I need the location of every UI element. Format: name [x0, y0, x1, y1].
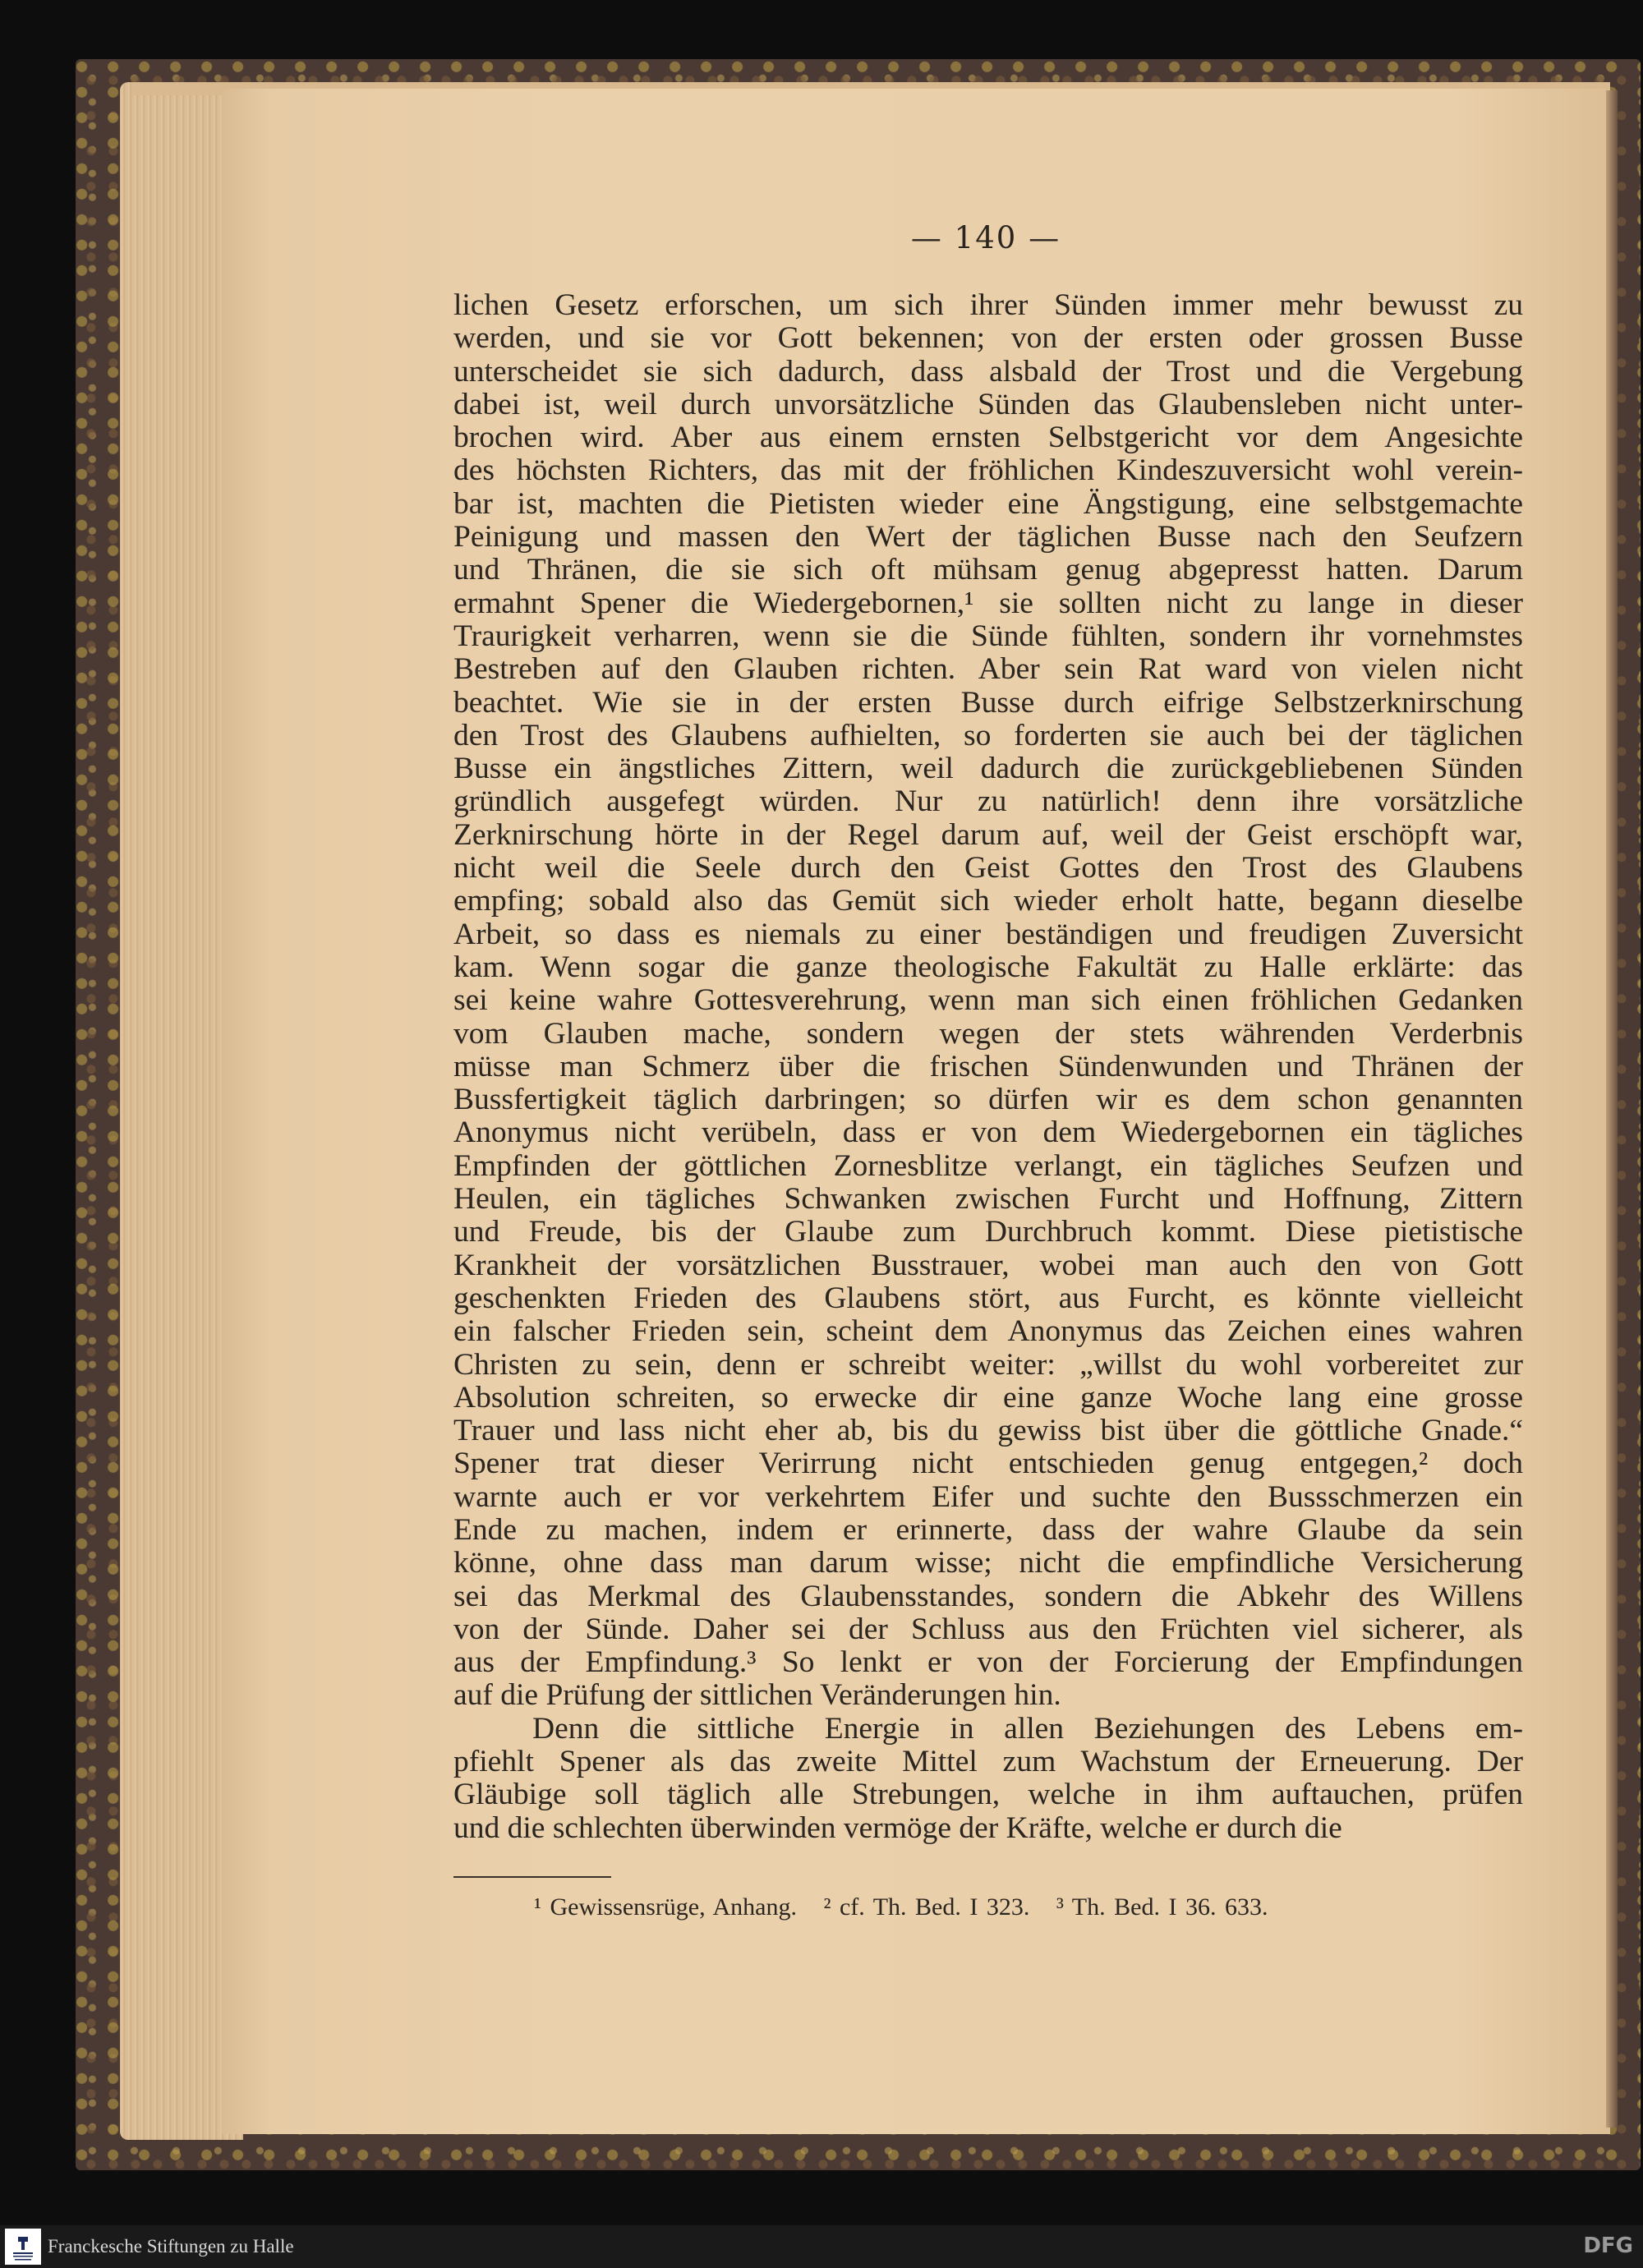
text-line: müsse man Schmerz über die frischen Sündenwunden und Thränen der — [453, 1049, 1523, 1083]
page-gutter-shadow — [1606, 90, 1618, 2128]
text-line: Zerknirschung hörte in der Regel darum auf, weil der Geist erschöpft war, — [453, 817, 1523, 852]
text-line: Gläubige soll täglich alle Strebungen, welche in ihm auftauchen, prüfen — [453, 1778, 1523, 1812]
text-line: Busse ein ängstliches Zittern, weil dadurch die zurückgebliebenen Sünden — [453, 752, 1523, 786]
text-line: Peinigung und massen den Wert der täglichen Busse nach den Seufzern — [453, 520, 1523, 554]
dfg-logo: DFG — [1583, 2233, 1633, 2258]
institution-name: Franckesche Stiftungen zu Halle — [48, 2236, 294, 2256]
text-line: Arbeit, so dass es niemals zu einer beständigen und freudigen Zuversicht — [453, 917, 1523, 951]
footnote-3: ³ Th. Bed. I 36. 633. — [1056, 1893, 1268, 1921]
text-line: und die schlechten überwinden vermöge der Kräfte, welche er durch die — [453, 1810, 1342, 1845]
institution-logo-icon — [5, 2229, 41, 2265]
text-line: Ende zu machen, indem er erinnerte, dass der wahre Glaube da sein — [453, 1512, 1523, 1547]
text-line: und Thränen, die sie sich oft mühsam genug abgepresst hatten. Darum — [453, 553, 1523, 587]
text-line: Anonymus nicht verübeln, dass er von dem Wiedergebornen ein tägliches — [453, 1116, 1523, 1150]
text-line: empfing; sobald also das Gemüt sich wieder erholt hatte, begann dieselbe — [453, 884, 1523, 918]
text-line: brochen wird. Aber aus einem ernsten Selbstgericht vor dem Angesichte — [453, 421, 1523, 455]
text-line: von der Sünde. Daher sei der Schluss aus den Früchten viel sicherer, als — [453, 1612, 1523, 1646]
text-line: bar ist, machten die Pietisten wieder eine Ängstigung, eine selbstgemachte — [453, 486, 1523, 521]
text-line: Bestreben auf den Glauben richten. Aber sein Rat ward von vielen nicht — [453, 652, 1523, 687]
text-line: geschenkten Frieden des Glaubens stört, aus Furcht, es könnte vielleicht — [453, 1281, 1523, 1315]
text-line: nicht weil die Seele durch den Geist Gottes den Trost des Glaubens — [453, 851, 1523, 886]
text-line: gründlich ausgefegt würden. Nur zu natürlich! denn ihre vorsätzliche — [453, 784, 1523, 819]
text-line: lichen Gesetz erforschen, um sich ihrer Sünden immer mehr bewusst zu — [453, 288, 1523, 322]
text-line: warnte auch er vor verkehrtem Eifer und suchte den Bussschmerzen ein — [453, 1479, 1523, 1514]
text-line: Krankheit der vorsätzlichen Busstrauer, wobei man auch den von Gott — [453, 1248, 1523, 1282]
text-line: Spener trat dieser Verirrung nicht entschieden genug entgegen,² doch — [453, 1447, 1523, 1481]
text-line: vom Glauben mache, sondern wegen der stets währenden Verderbnis — [453, 1016, 1523, 1051]
text-line: des höchsten Richters, das mit der fröhlichen Kindeszuversicht wohl verein- — [453, 453, 1523, 488]
text-line: sei das Merkmal des Glaubensstandes, sondern die Abkehr des Willens — [453, 1579, 1523, 1613]
page-number: — 140 — — [910, 220, 1061, 255]
text-line: Heulen, ein tägliches Schwanken zwischen Furcht und Hoffnung, Zittern — [453, 1182, 1523, 1217]
text-line: ein falscher Frieden sein, scheint dem Anonymus das Zeichen eines wahren — [453, 1314, 1523, 1349]
text-line: pfiehlt Spener als das zweite Mittel zum Wachstum der Erneuerung. Der — [453, 1745, 1523, 1779]
viewer-footer-bar — [0, 2225, 1643, 2268]
footnote-separator — [453, 1876, 611, 1878]
body-text — [453, 289, 1523, 1845]
text-line: Absolution schreiten, so erwecke dir eine ganze Woche lang eine grosse — [453, 1380, 1523, 1415]
footnotes — [534, 1893, 1286, 1921]
text-line: den Trost des Glaubens aufhielten, so forderten sie auch bei der täglichen — [453, 718, 1523, 752]
text-line: auf die Prüfung der sittlichen Veränderungen hin. — [453, 1678, 1061, 1713]
text-line: dabei ist, weil durch unvorsätzliche Sünden das Glaubensleben nicht unter- — [453, 387, 1523, 421]
text-line: werden, und sie vor Gott bekennen; von der ersten oder grossen Busse — [453, 321, 1523, 356]
text-line: könne, ohne dass man darum wisse; nicht die empfindliche Versicherung — [453, 1546, 1523, 1580]
footnote-1: ¹ Gewissensrüge, Anhang. — [534, 1893, 797, 1921]
text-line: Trauer und lass nicht eher ab, bis du gewiss bist über die göttliche Gnade.“ — [453, 1414, 1523, 1448]
text-line: aus der Empfindung.³ So lenkt er von der Forcierung der Empfindungen — [453, 1645, 1523, 1680]
text-line: sei keine wahre Gottesverehrung, wenn man sich einen fröhlichen Gedanken — [453, 983, 1523, 1018]
text-line: Christen zu sein, denn er schreibt weiter: „willst du wohl vorbereitet zur — [453, 1347, 1523, 1382]
text-line: kam. Wenn sogar die ganze theologische Fakultät zu Halle erklärte: das — [453, 950, 1523, 984]
text-line: und Freude, bis der Glaube zum Durchbruch kommt. Diese pietistische — [453, 1215, 1523, 1249]
text-line: Bussfertigkeit täglich darbringen; so dürfen wir es dem schon genannten — [453, 1083, 1523, 1117]
text-line: Traurigkeit verharren, wenn sie die Sünde fühlten, sondern ihr vornehmstes — [453, 619, 1523, 653]
text-line: Denn die sittliche Energie in allen Beziehungen des Lebens em- — [532, 1711, 1523, 1746]
text-line: ermahnt Spener die Wiedergebornen,¹ sie sollten nicht zu lange in dieser — [453, 586, 1523, 620]
text-line: beachtet. Wie sie in der ersten Busse durch eifrige Selbstzerknirschung — [453, 685, 1523, 720]
text-line: Empfinden der göttlichen Zornesblitze verlangt, ein tägliches Seufzen und — [453, 1148, 1523, 1183]
footnote-2: ² cf. Th. Bed. I 323. — [823, 1893, 1030, 1921]
text-line: unterscheidet sie sich dadurch, dass alsbald der Trost und die Vergebung — [453, 354, 1523, 389]
